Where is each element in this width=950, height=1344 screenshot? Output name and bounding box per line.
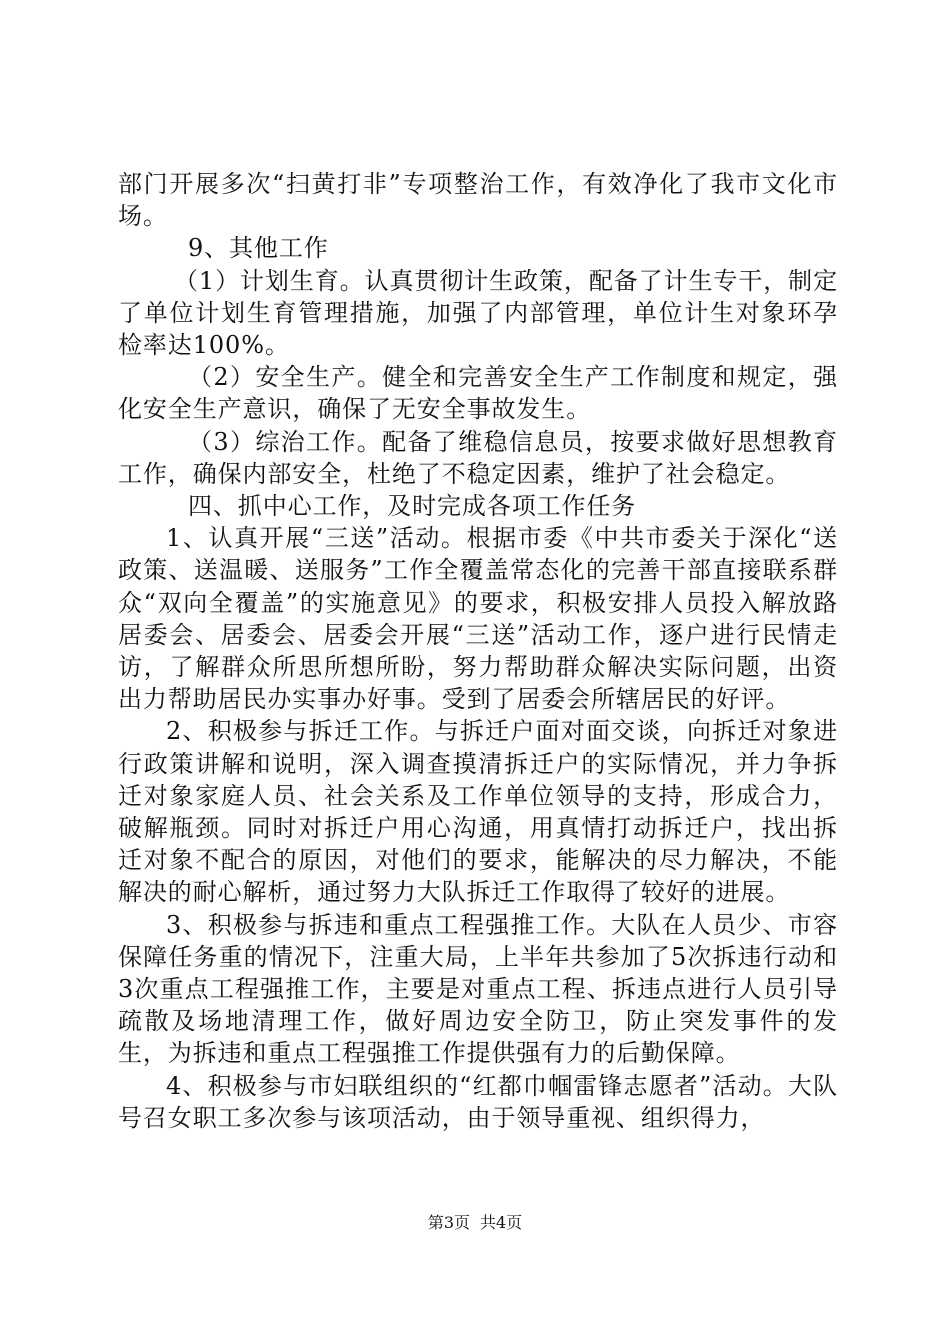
paragraph-illegal-demolition: 3、积极参与拆违和重点工程强推工作。大队在人员少、市容保障任务重的情况下，注重大局，上半年共参加了5次拆违行动和3次重点工程强推工作，主要是对重点工程、拆违点进行人员引导疏散及场地清理工作，做好周边安全防卫，防止突发事件的发生，为拆违和重点工程强推工作提供强有力的后勤保障。 xyxy=(118,910,838,1068)
paragraph-continuation: 部门开展多次“扫黄打非”专项整治工作，有效净化了我市文化市场。 xyxy=(118,170,838,231)
paragraph-family-planning: （1）计划生育。认真贯彻计生政策，配备了计生专干，制定了单位计划生育管理措施，加强了内部管理，单位计生对象环孕检率达100%。 xyxy=(118,266,838,360)
page-footer xyxy=(0,1210,950,1233)
paragraph-demolition-work: 2、积极参与拆迁工作。与拆迁户面对面交谈，向拆迁对象进行政策讲解和说明，深入调查摸清拆迁户的实际情况，并力争拆迁对象家庭人员、社会关系及工作单位领导的支持，形成合力，破解瓶颈。同时对拆迁户用心沟通，用真情打动拆迁户，找出拆迁对象不配合的原因，对他们的要求，能解决的尽力解决，不能解决的耐心解析，通过努力大队拆迁工作取得了较好的进展。 xyxy=(118,717,838,907)
document-body xyxy=(118,168,838,1134)
paragraph-comprehensive-governance: （3）综治工作。配备了维稳信息员，按要求做好思想教育工作，确保内部安全，杜绝了不稳定因素，维护了社会稳定。 xyxy=(118,427,838,488)
section-heading-other-work: 9、其他工作 xyxy=(188,234,329,263)
paragraph-volunteer-activity: 4、积极参与市妇联组织的“红都巾帼雷锋志愿者”活动。大队号召女职工多次参与该项活动，由于领导重视、组织得力， xyxy=(118,1071,838,1132)
page-total: 共4页 xyxy=(480,1213,523,1232)
paragraph-safety-production: （2）安全生产。健全和完善安全生产工作制度和规定，强化安全生产意识，确保了无安全事故发生。 xyxy=(118,363,838,424)
page-number: 第3页 xyxy=(427,1213,470,1232)
paragraph-three-send-activity: 1、认真开展“三送”活动。根据市委《中共市委关于深化“送政策、送温暖、送服务”工作全覆盖常态化的完善干部直接联系群众“双向全覆盖”的实施意见》的要求，积极安排人员投入解放路居委会、居委会、居委会开展“三送”活动工作，逐户进行民情走访，了解群众所思所想所盼，努力帮助群众解决实际问题，出资出力帮助居民办实事办好事。受到了居委会所辖居民的好评。 xyxy=(118,524,838,714)
section-heading-central-work: 四、抓中心工作，及时完成各项工作任务 xyxy=(188,492,637,521)
